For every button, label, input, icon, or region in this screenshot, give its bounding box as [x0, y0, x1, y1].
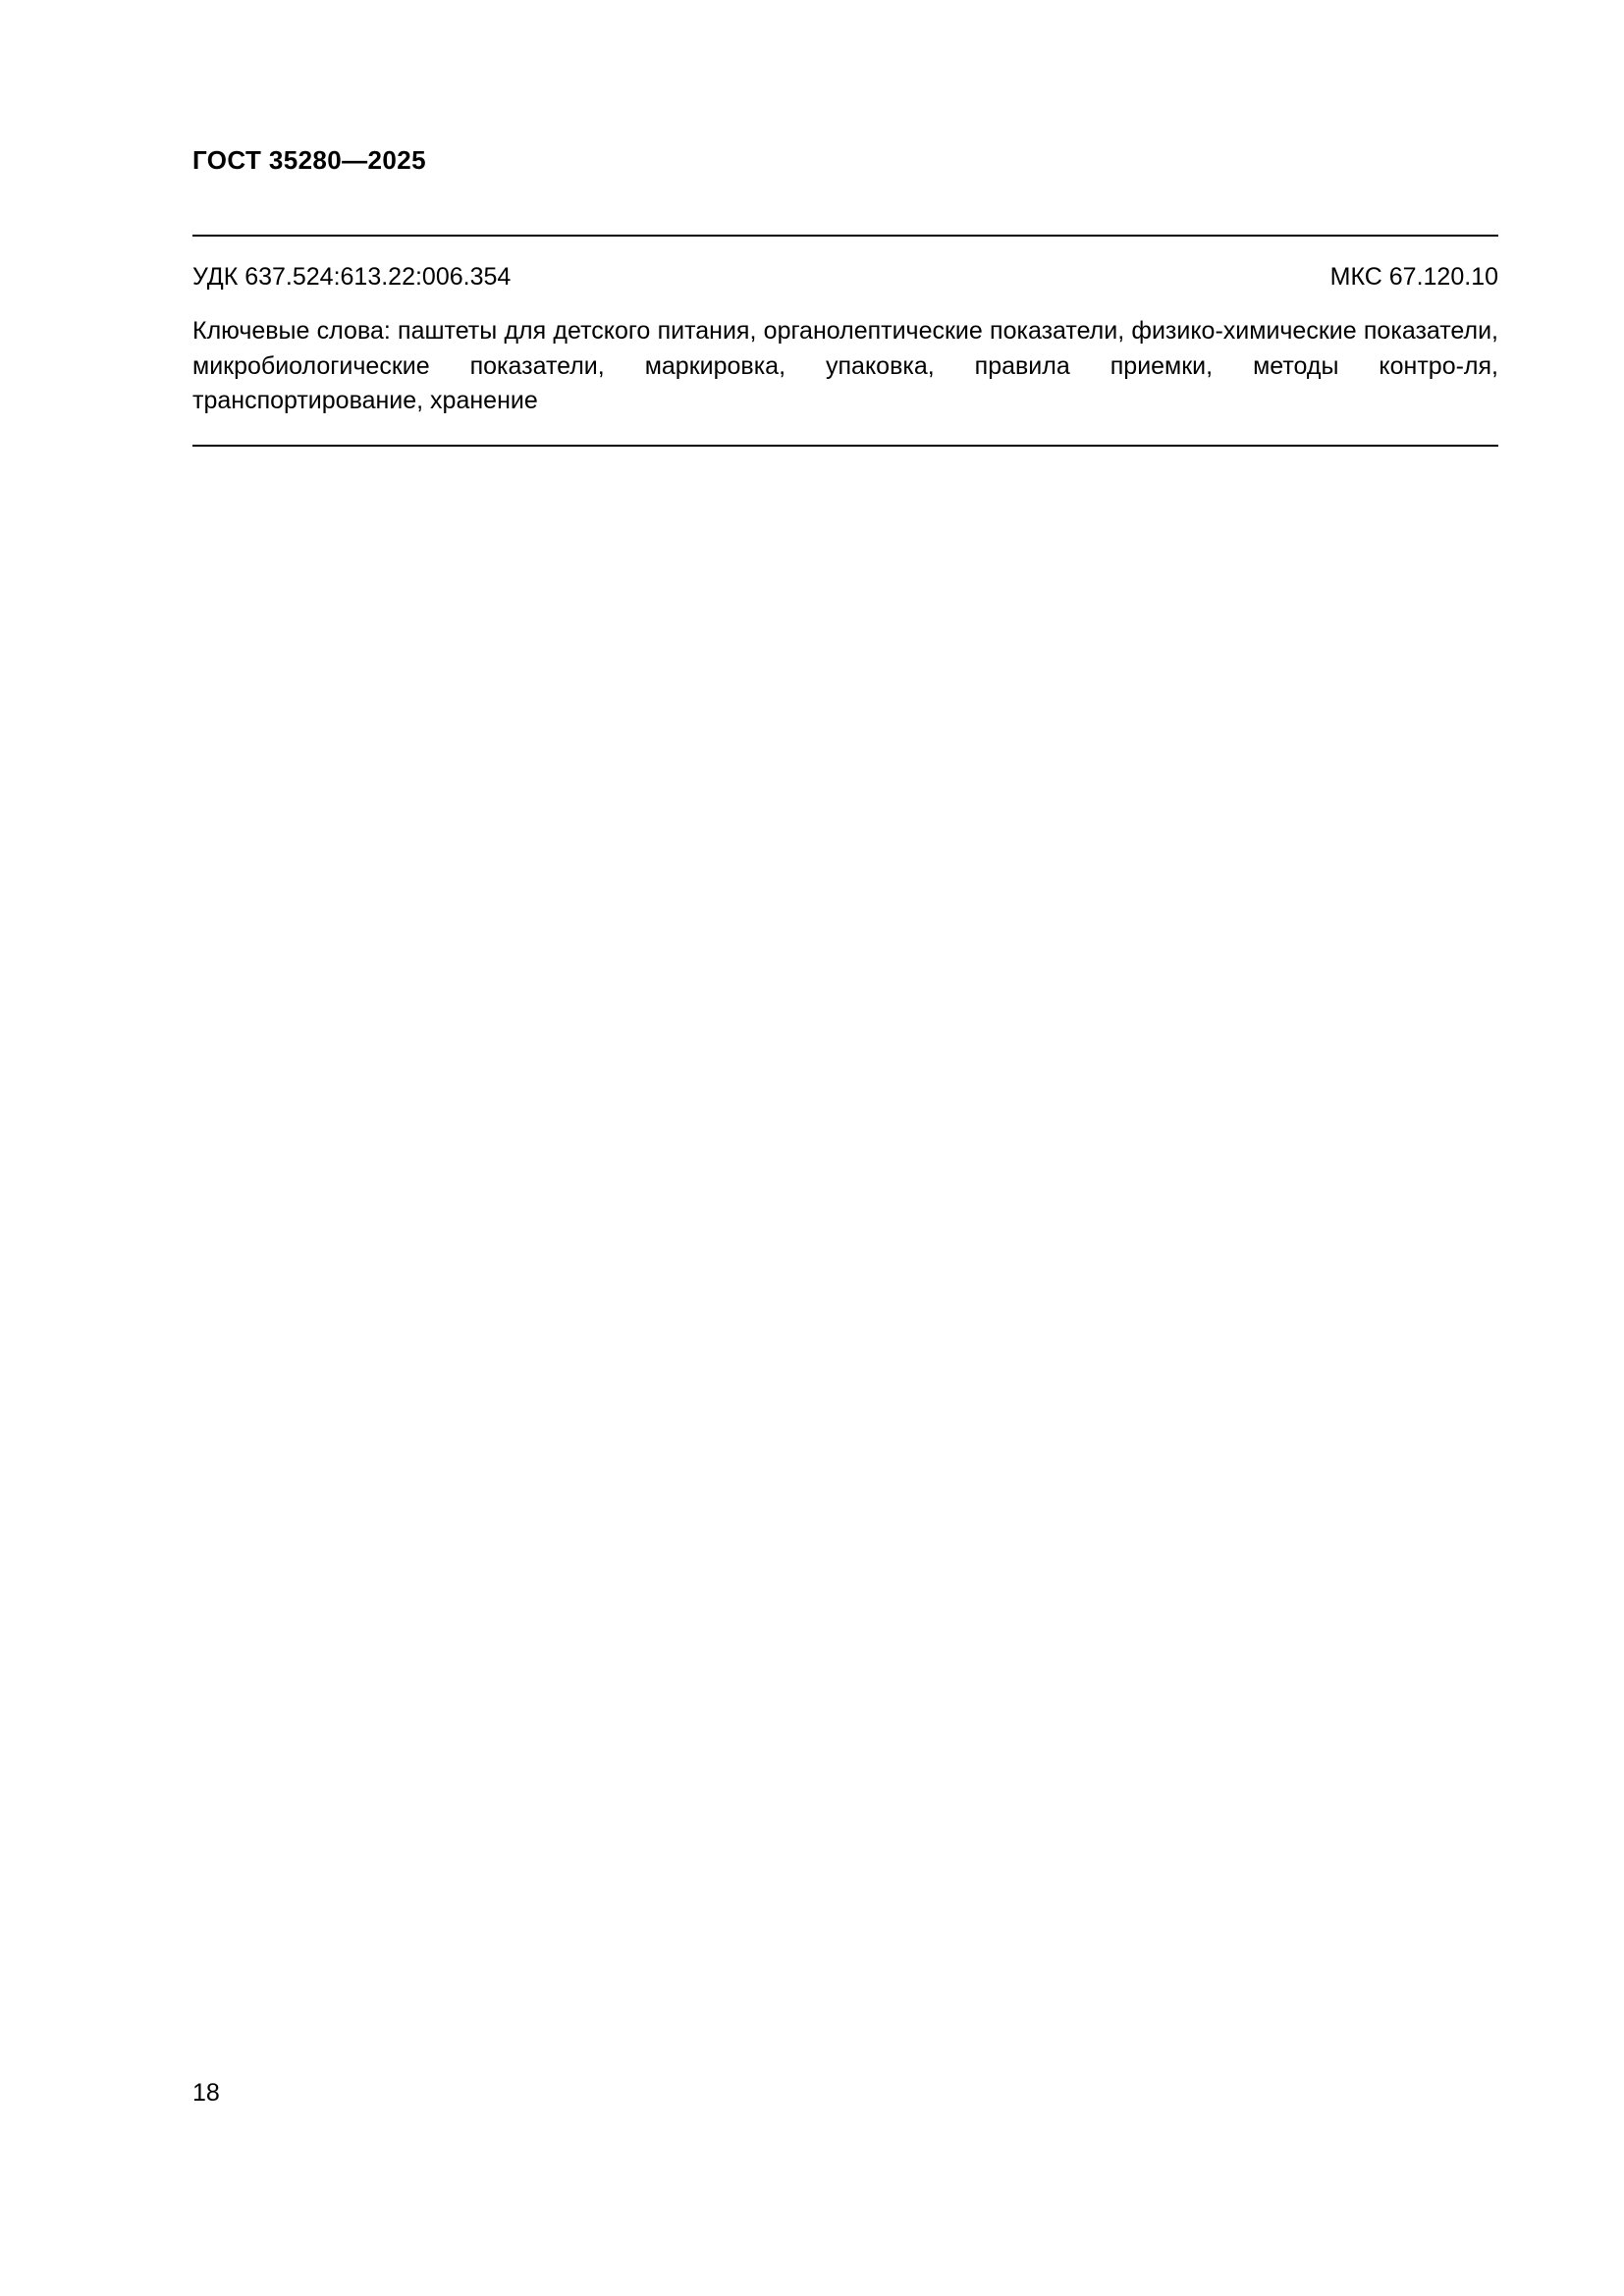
- page-number: 18: [192, 2079, 220, 2107]
- divider-bottom: [192, 445, 1498, 447]
- divider-top: [192, 235, 1498, 237]
- udk-code: УДК 637.524:613.22:006.354: [192, 263, 512, 292]
- page-title: ГОСТ 35280—2025: [192, 145, 426, 175]
- classification-codes: [192, 262, 1498, 293]
- page-content: [192, 0, 1498, 447]
- mks-code: МКС 67.120.10: [1329, 263, 1498, 292]
- keywords-paragraph: Ключевые слова: паштеты для детского питания, органолептические показатели, физико-химические показатели, микробиологические показатели, маркировка, упаковка, правила приемки, методы контро-ля, транспортирование, хранение: [192, 317, 1498, 415]
